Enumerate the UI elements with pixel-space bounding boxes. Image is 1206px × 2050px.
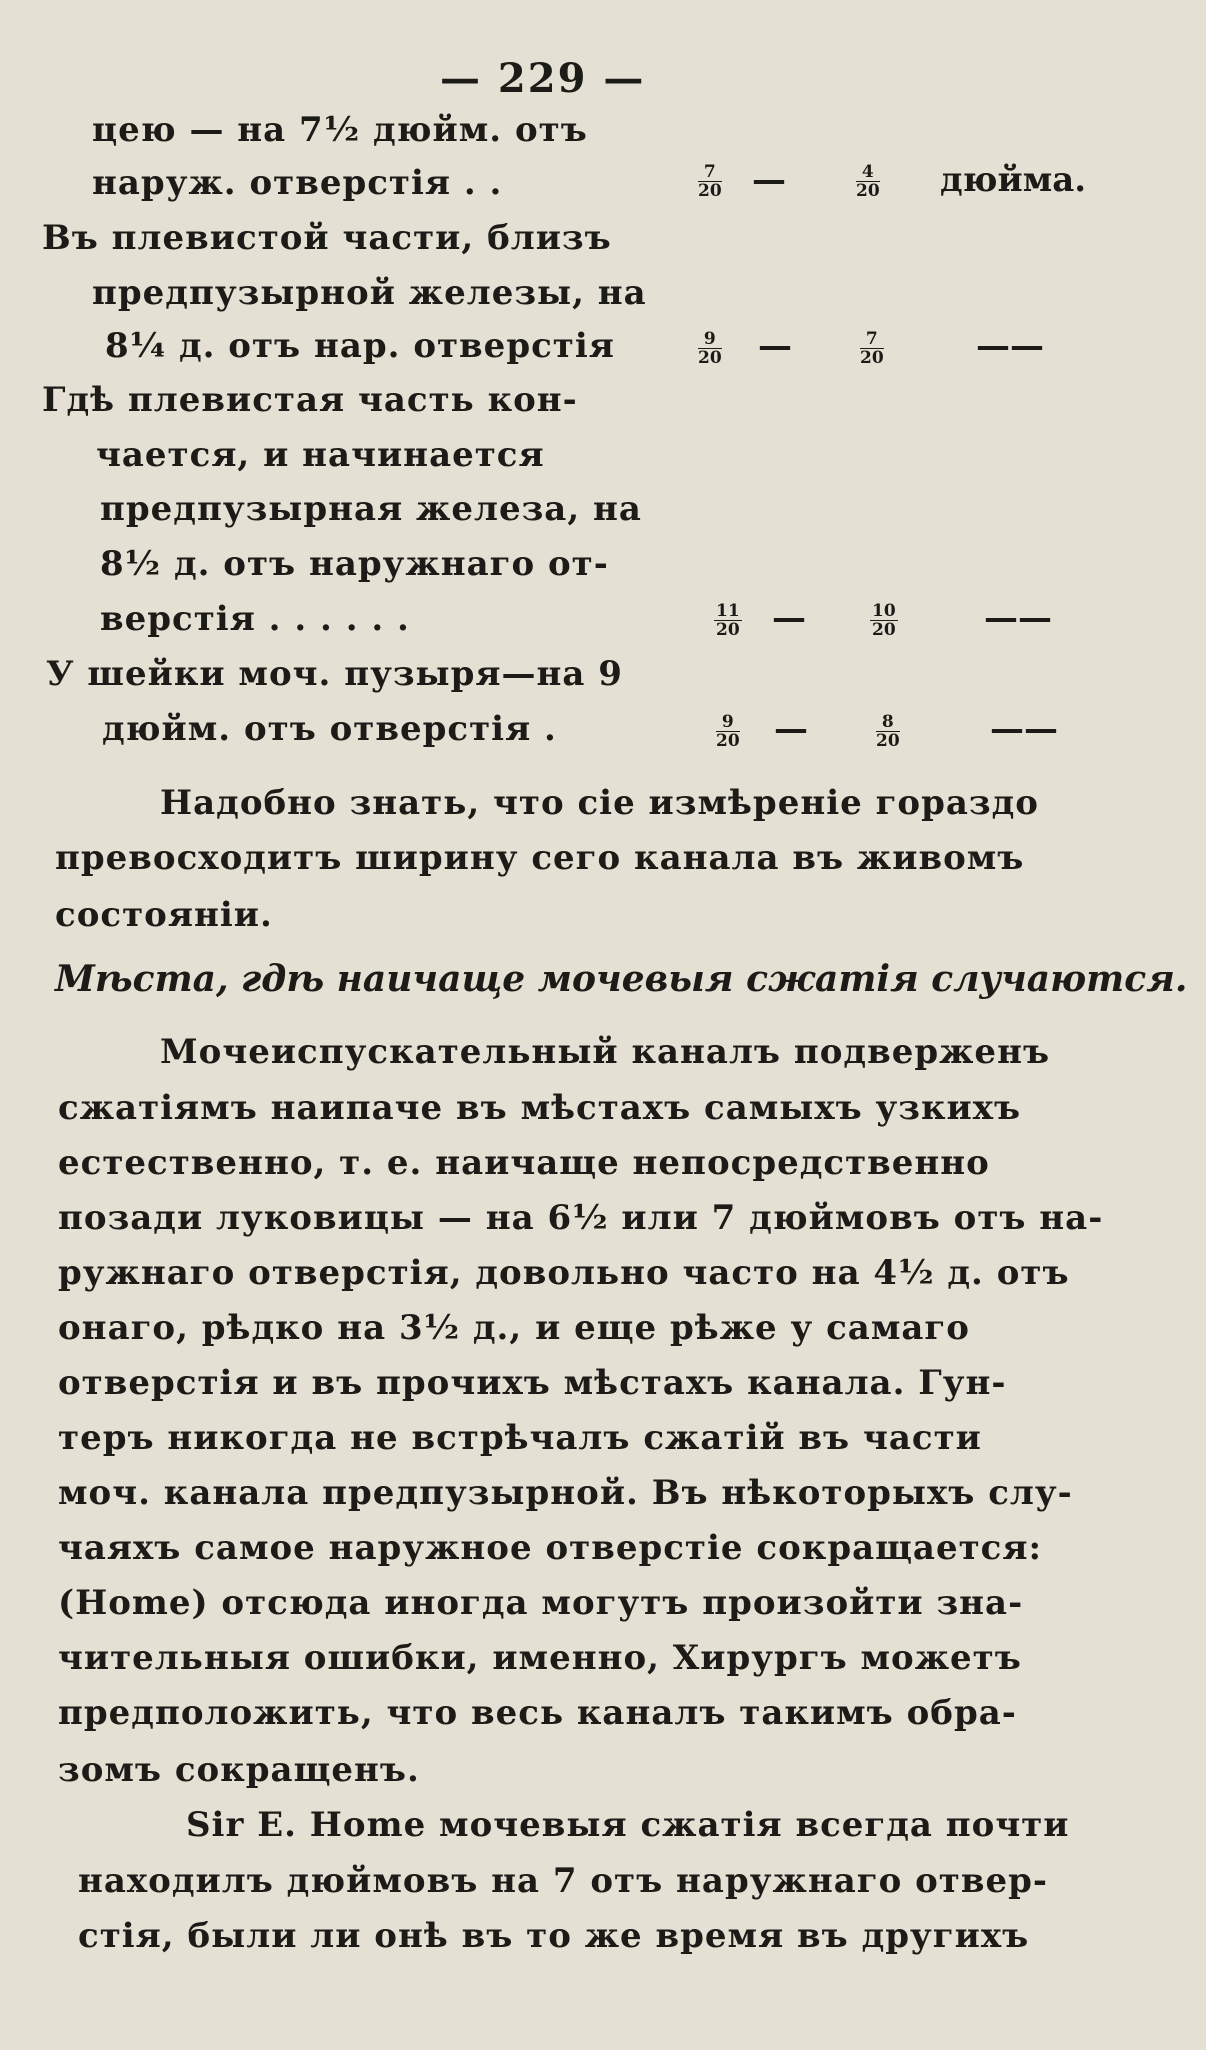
table-row-text: цею — на 7½ дюйм. отъ [92,110,588,150]
paragraph-line: отверстія и въ прочихъ мѣстахъ канала. Гун- [58,1363,1007,1403]
fraction-numerator: 4 [856,163,880,182]
paragraph-line: ружнаго отверстія, довольно часто на 4½ д. отъ [58,1253,1070,1293]
paragraph-line: Мочеиспускательный каналъ подверженъ [160,1032,1051,1072]
paragraph-line: предположить, что весь каналъ такимъ обра- [58,1693,1017,1733]
table-row-text: Гдѣ плевистая часть кон- [42,380,578,420]
section-heading: Мѣста, гдѣ наичаще мочевыя сжатія случаются. [55,958,1188,1000]
fraction-numerator: 11 [716,601,740,621]
fraction-denominator: 20 [716,731,740,751]
paragraph-line: состояніи. [55,895,273,935]
unit-label: —— [976,326,1044,366]
paragraph-line: позади луковицы — на 6½ или 7 дюймовъ отъ на- [58,1198,1104,1238]
paragraph-line: чительныя ошибки, именно, Хирургъ можетъ [58,1638,1022,1678]
fraction-numerator: 7 [698,163,722,182]
range-dash: — [758,326,792,366]
fraction-numerator: 9 [698,330,722,349]
table-row-text: 8½ д. отъ наружнаго от- [100,544,609,584]
fraction-denominator: 20 [698,181,722,201]
paragraph-line: превосходитъ ширину сего канала въ живомъ [55,838,1025,878]
unit-label: —— [990,709,1058,749]
paragraph-line: чаяхъ самое наружное отверстіе сокращается: [58,1528,1043,1568]
fraction-numerator: 8 [876,713,900,732]
table-row-text: Въ плевистой части, близъ [42,218,612,258]
table-row-text: предпузырная железа, на [100,489,642,529]
range-dash: — [772,598,806,638]
table-row-text: чается, и начинается [96,435,545,475]
page-number: — 229 — [440,55,646,102]
paragraph-line: онаго, рѣдко на 3½ д., и еще рѣже у самаго [58,1308,970,1348]
measure-from [714,602,742,639]
fraction-denominator: 20 [860,348,884,368]
range-dash: — [774,709,808,749]
table-row-text: 8¼ д. отъ нар. отверстія [105,326,615,366]
paragraph-line: находилъ дюймовъ на 7 отъ наружнаго отвер- [78,1861,1048,1901]
measure-to [860,330,884,367]
fraction-denominator: 20 [698,348,722,368]
measure-from [716,713,740,750]
paragraph-line: зомъ сокращенъ. [58,1750,420,1790]
range-dash: — [752,160,786,200]
measure-to [870,602,898,639]
paragraph-line: Надобно знать, что сіе измѣреніе гораздо [160,783,1039,823]
fraction-denominator: 20 [856,181,880,201]
table-row-text: верстія . . . . . . [100,599,410,639]
fraction-numerator: 7 [860,330,884,349]
fraction-numerator: 10 [872,601,896,621]
paragraph-line: стія, были ли онѣ въ то же время въ другихъ [78,1916,1030,1956]
measure-to [876,713,900,750]
table-row-text: наруж. отверстія . . [92,163,503,203]
unit-label: дюйма. [940,160,1087,200]
fraction-denominator: 20 [716,620,740,640]
table-row-text: предпузырной железы, на [92,273,647,313]
measure-to [856,163,880,200]
paragraph-line: естественно, т. е. наичаще непосредственно [58,1143,990,1183]
table-row-text: дюйм. отъ отверстія . [102,709,557,749]
paragraph-line: сжатіямъ наипаче въ мѣстахъ самыхъ узкихъ [58,1088,1022,1128]
paragraph-line: моч. канала предпузырной. Въ нѣкоторыхъ слу- [58,1473,1073,1513]
fraction-numerator: 9 [716,713,740,732]
paragraph-line: (Home) отсюда иногда могутъ произойти зна- [58,1583,1024,1623]
paragraph-line: Sir E. Home мочевыя сжатія всегда почти [186,1805,1070,1845]
fraction-denominator: 20 [872,620,896,640]
paragraph-line: теръ никогда не встрѣчалъ сжатій въ части [58,1418,982,1458]
table-row-text: У шейки моч. пузыря—на 9 [46,654,623,694]
measure-from [698,163,722,200]
fraction-denominator: 20 [876,731,900,751]
measure-from [698,330,722,367]
unit-label: —— [984,598,1052,638]
